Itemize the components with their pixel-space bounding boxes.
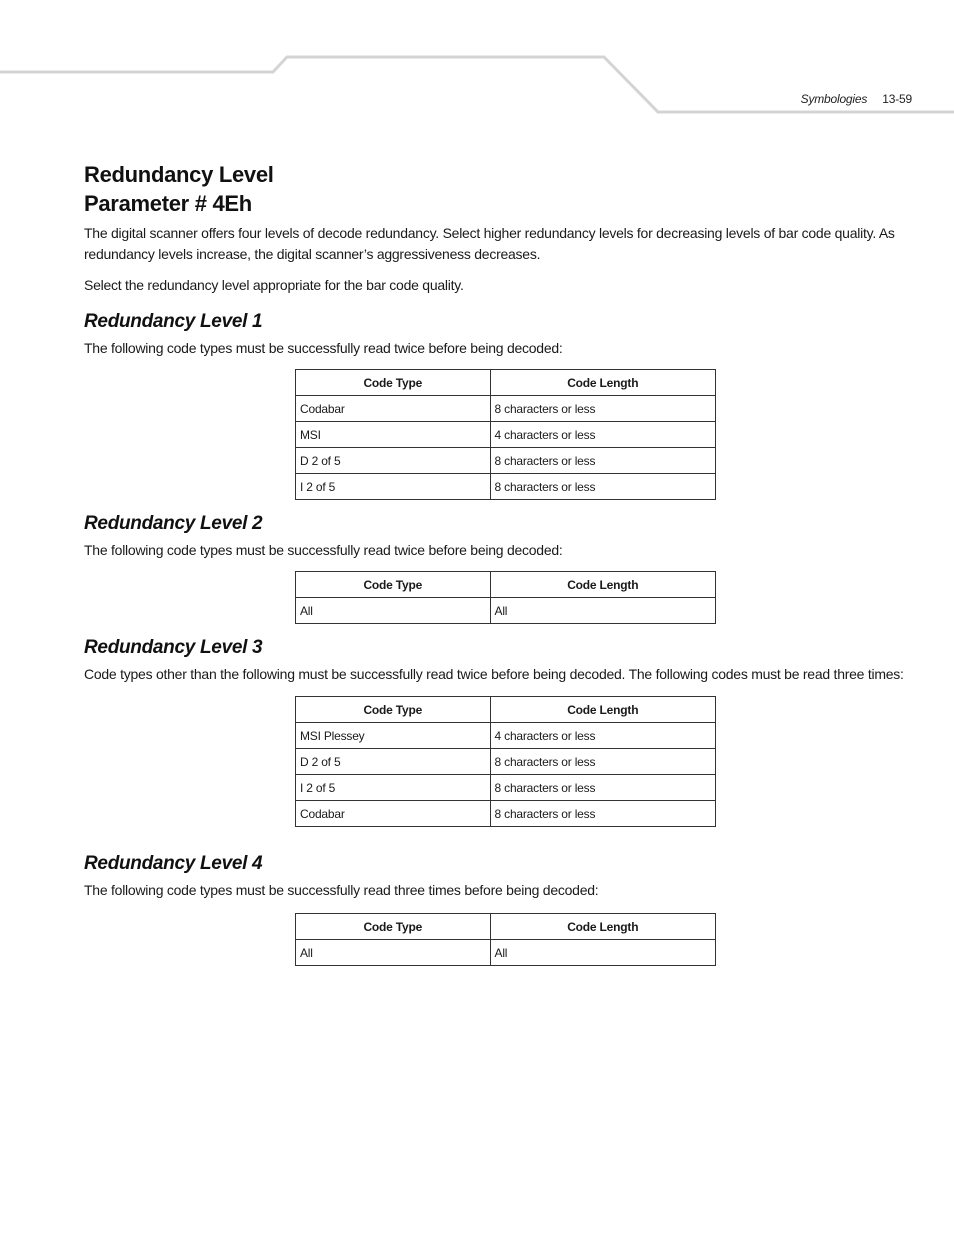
cell-code-type: MSI [296,422,491,448]
table-row [296,598,716,624]
intro-paragraph-2: Select the redundancy level appropriate for the bar code quality. [84,277,464,293]
table-row [296,448,716,474]
level-1-description: The following code types must be successfully read twice before being decoded: [84,340,563,356]
level-2-description: The following code types must be successfully read twice before being decoded: [84,542,563,558]
cell-code-type: I 2 of 5 [296,474,491,500]
table-header-row [296,572,716,598]
header-code-type: Code Type [296,572,491,598]
header-code-length: Code Length [490,572,715,598]
level-3-description: Code types other than the following must be successfully read twice before being decoded. The following codes must be read three times: [84,666,904,682]
cell-code-length: 8 characters or less [490,396,715,422]
cell-code-type: D 2 of 5 [296,448,491,474]
title-line-1: Redundancy Level [84,162,274,187]
cell-code-length: All [490,598,715,624]
cell-code-type: All [296,598,491,624]
page-title [84,160,904,218]
level-1-heading: Redundancy Level 1 [84,311,263,332]
cell-code-length: 8 characters or less [490,801,715,827]
table-row [296,801,716,827]
level-1-table [295,369,716,500]
cell-code-type: D 2 of 5 [296,749,491,775]
table-row [296,396,716,422]
cell-code-type: Codabar [296,396,491,422]
level-4-table [295,913,716,966]
table-header-row [296,914,716,940]
header-code-type: Code Type [296,697,491,723]
table-row [296,749,716,775]
table-header-row [296,697,716,723]
table-row [296,775,716,801]
cell-code-type: All [296,940,491,966]
header-code-type: Code Type [296,914,491,940]
cell-code-type: I 2 of 5 [296,775,491,801]
cell-code-length: 8 characters or less [490,474,715,500]
header-code-length: Code Length [490,370,715,396]
cell-code-type: Codabar [296,801,491,827]
header-page-number: 13-59 [882,92,912,106]
level-3-heading: Redundancy Level 3 [84,637,263,658]
level-2-heading: Redundancy Level 2 [84,513,263,534]
table-row [296,422,716,448]
intro-paragraph-1: The digital scanner offers four levels of decode redundancy. Select higher redundancy levels for decreasing levels of bar code quality. As redundancy levels increase, the digital scanner’s aggressiveness decreases. [84,225,895,262]
cell-code-length: 8 characters or less [490,775,715,801]
level-4-description: The following code types must be successfully read three times before being decoded: [84,882,599,898]
header-section: Symbologies [800,92,868,106]
cell-code-length: 4 characters or less [490,723,715,749]
table-row [296,723,716,749]
table-row [296,474,716,500]
level-3-table [295,696,716,827]
level-4-heading: Redundancy Level 4 [84,853,263,874]
cell-code-length: 8 characters or less [490,448,715,474]
cell-code-type: MSI Plessey [296,723,491,749]
title-line-2: Parameter # 4Eh [84,191,252,216]
cell-code-length: All [490,940,715,966]
page-content [84,160,904,966]
header-code-length: Code Length [490,914,715,940]
header-code-type: Code Type [296,370,491,396]
header-code-length: Code Length [490,697,715,723]
table-row [296,940,716,966]
table-header-row [296,370,716,396]
level-2-table [295,571,716,624]
cell-code-length: 8 characters or less [490,749,715,775]
cell-code-length: 4 characters or less [490,422,715,448]
running-header [801,92,912,106]
